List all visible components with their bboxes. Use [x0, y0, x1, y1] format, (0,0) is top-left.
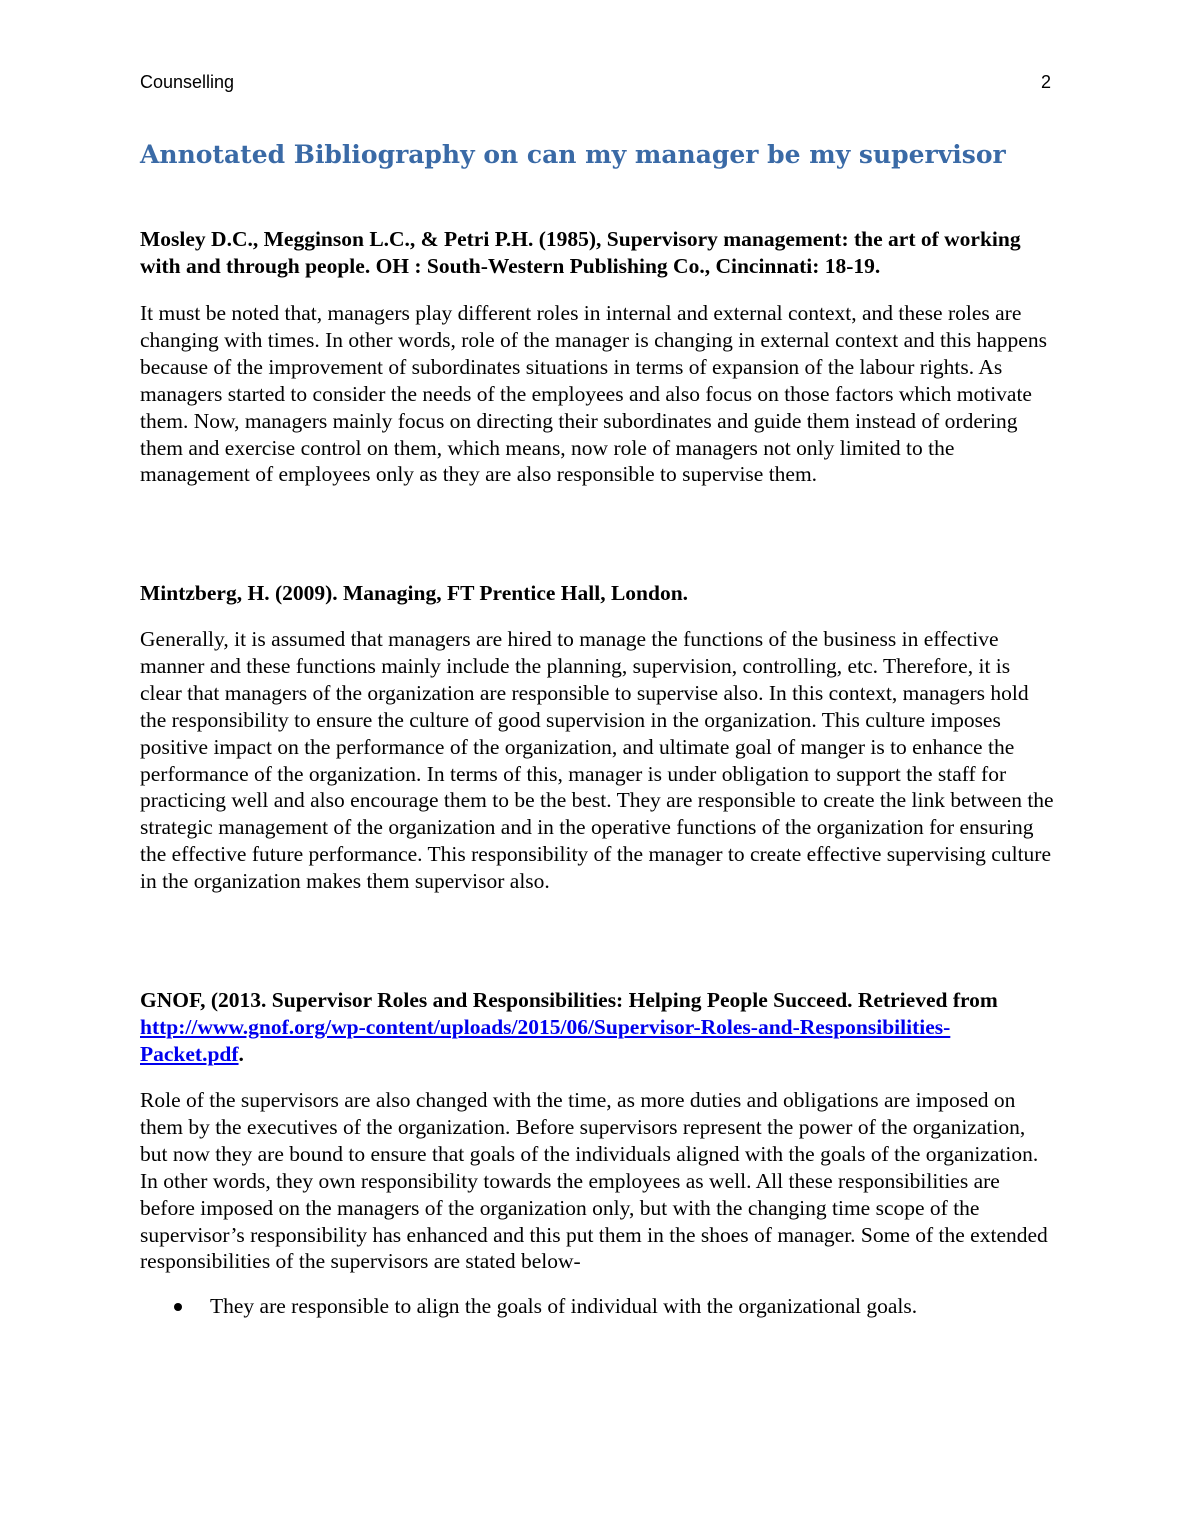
running-title: Counselling	[140, 72, 235, 92]
annotation-gnof: Role of the supervisors are also changed with the time, as more duties and obligations are imposed on them by the executives of the organization. Before supervisors represent the power of the organization, but now they are bound to ensure that goals of the individuals aligned with the goals of the organization. In other words, they own responsibility towards the employees as well. All these responsibilities are before imposed on the managers of the organization only, but with the changing time scope of the supervisor’s responsibility has enhanced and this put them in the shoes of manager. Some of the extended responsibilities of the supervisors are stated below-	[140, 1088, 1048, 1274]
responsibility-list	[140, 1293, 1051, 1320]
citation-gnof	[140, 987, 1051, 1068]
page-number: 2	[1040, 72, 1051, 92]
running-header	[140, 72, 1051, 96]
page-title: Annotated Bibliography on can my manager be my supervisor	[140, 140, 1006, 169]
citation-gnof-link[interactable]: http://www.gnof.org/wp-content/uploads/2015/06/Supervisor-Roles-and-Responsibilities-Packet.pdf	[140, 1015, 951, 1066]
list-item-text: They are responsible to align the goals of individual with the organizational goals.	[210, 1294, 918, 1318]
citation-gnof-suffix: .	[238, 1042, 244, 1066]
annotation-mintzberg: Generally, it is assumed that managers are hired to manage the functions of the business in effective manner and these functions mainly include the planning, supervision, controlling, etc. Therefore, it is clear that managers of the organization are responsible to supervise also. In this context, managers hold the responsibility to ensure the culture of good supervision in the organization. This culture imposes positive impact on the performance of the organization, and ultimate goal of manger is to enhance the performance of the organization. In terms of this, manager is under obligation to support the staff for practicing well and also encourage them to be the best. They are responsible to create the link between the strategic management of the organization and in the operative functions of the organization for ensuring the effective future performance. This responsibility of the manager to create effective supervising culture in the organization makes them supervisor also.	[140, 627, 1054, 894]
citation-gnof-text: GNOF, (2013. Supervisor Roles and Responsibilities: Helping People Succeed. Retrieved from	[140, 988, 998, 1012]
bullet-icon	[174, 1303, 182, 1311]
annotation-mosley: It must be noted that, managers play different roles in internal and external context, and these roles are changing with times. In other words, role of the manager is changing in external context and this happens because of the improvement of subordinates situations in terms of expansion of the labour rights. As managers started to consider the needs of the employees and also focus on those factors which motivate them. Now, managers mainly focus on directing their subordinates and guide them instead of ordering them and exercise control on them, which means, now role of managers not only limited to the management of employees only as they are also responsible to supervise them.	[140, 301, 1047, 487]
document-page	[140, 0, 1054, 1540]
citation-mosley: Mosley D.C., Megginson L.C., & Petri P.H. (1985), Supervisory management: the art of working with and through people. OH : South-Western Publishing Co., Cincinnati: 18-19.	[140, 227, 1021, 278]
list-item	[140, 1293, 1051, 1320]
citation-mintzberg: Mintzberg, H. (2009). Managing, FT Prentice Hall, London.	[140, 581, 689, 605]
